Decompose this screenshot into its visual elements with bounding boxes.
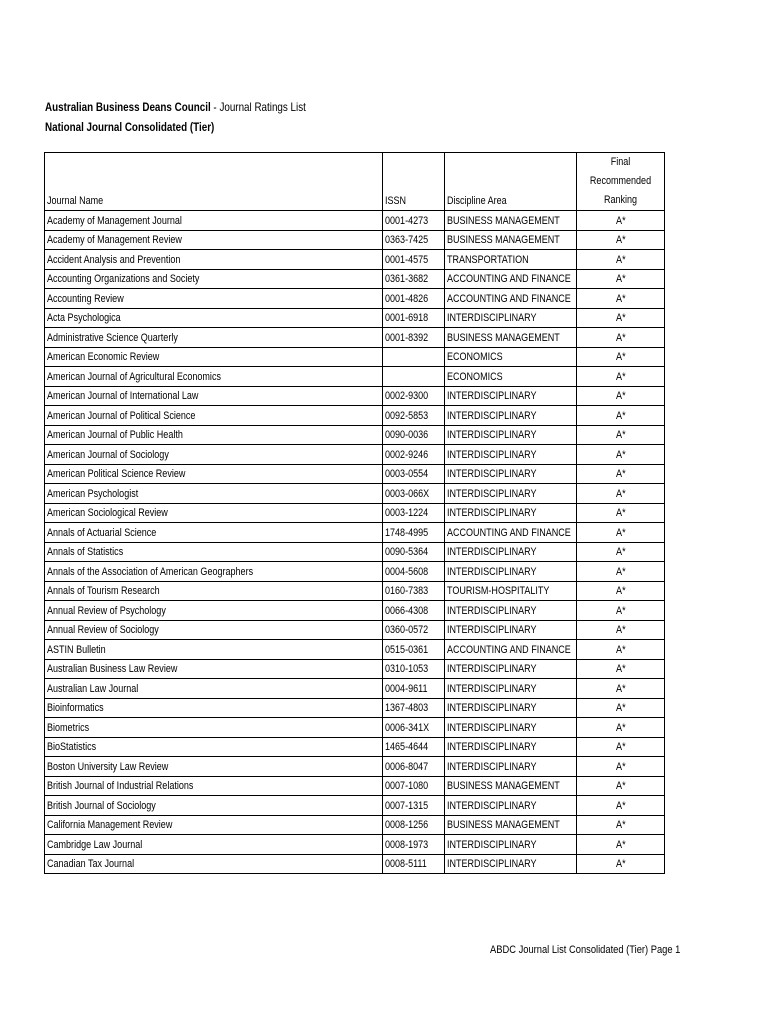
- ranking-cell: A*: [577, 698, 665, 718]
- issn-cell: 0006-341X: [383, 718, 445, 738]
- discipline-area-cell: INTERDISCIPLINARY: [445, 796, 577, 816]
- ranking-cell: A*: [577, 425, 665, 445]
- issn-cell: 0008-5111: [383, 854, 445, 874]
- title-separator: -: [210, 100, 220, 114]
- journal-name-cell: Accounting Organizations and Society: [45, 269, 383, 289]
- journal-name-cell: American Psychologist: [45, 484, 383, 504]
- issn-cell: 0006-8047: [383, 757, 445, 777]
- ranking-cell: A*: [577, 581, 665, 601]
- discipline-area-cell: BUSINESS MANAGEMENT: [445, 815, 577, 835]
- issn-cell: 0003-066X: [383, 484, 445, 504]
- table-row: [45, 386, 665, 406]
- table-body: [45, 211, 665, 874]
- discipline-area-cell: INTERDISCIPLINARY: [445, 562, 577, 582]
- ranking-cell: A*: [577, 328, 665, 348]
- document-title: [45, 97, 306, 117]
- table-row: [45, 406, 665, 426]
- table-row: [45, 620, 665, 640]
- table-row: [45, 445, 665, 465]
- discipline-area-cell: INTERDISCIPLINARY: [445, 542, 577, 562]
- document-header: [45, 97, 363, 137]
- ranking-cell: A*: [577, 484, 665, 504]
- discipline-area-cell: INTERDISCIPLINARY: [445, 601, 577, 621]
- issn-cell: 0092-5853: [383, 406, 445, 426]
- issn-cell: 0002-9246: [383, 445, 445, 465]
- table-row: [45, 659, 665, 679]
- table-row: [45, 367, 665, 387]
- issn-cell: 0160-7383: [383, 581, 445, 601]
- journal-name-cell: American Economic Review: [45, 347, 383, 367]
- journal-name-cell: BioStatistics: [45, 737, 383, 757]
- issn-cell: 1367-4803: [383, 698, 445, 718]
- journal-name-cell: American Journal of Public Health: [45, 425, 383, 445]
- table-row: [45, 308, 665, 328]
- issn-cell: 0003-1224: [383, 503, 445, 523]
- ranking-cell: A*: [577, 230, 665, 250]
- table-row: [45, 503, 665, 523]
- journal-ratings-table: [44, 152, 665, 874]
- issn-cell: 0008-1973: [383, 835, 445, 855]
- issn-cell: 0515-0361: [383, 640, 445, 660]
- table-row: [45, 601, 665, 621]
- discipline-area-cell: INTERDISCIPLINARY: [445, 737, 577, 757]
- ranking-cell: A*: [577, 854, 665, 874]
- ranking-cell: A*: [577, 659, 665, 679]
- issn-cell: 0004-5608: [383, 562, 445, 582]
- discipline-area-cell: ACCOUNTING AND FINANCE: [445, 289, 577, 309]
- table-row: [45, 328, 665, 348]
- table-row: [45, 523, 665, 543]
- ranking-cell: A*: [577, 835, 665, 855]
- journal-name-cell: Biometrics: [45, 718, 383, 738]
- journal-name-cell: Cambridge Law Journal: [45, 835, 383, 855]
- ranking-cell: A*: [577, 269, 665, 289]
- column-header-issn: ISSN: [383, 153, 445, 211]
- issn-cell: 0004-9611: [383, 679, 445, 699]
- discipline-area-cell: INTERDISCIPLINARY: [445, 835, 577, 855]
- ranking-cell: A*: [577, 718, 665, 738]
- discipline-area-cell: INTERDISCIPLINARY: [445, 659, 577, 679]
- table-row: [45, 698, 665, 718]
- issn-cell: 0002-9300: [383, 386, 445, 406]
- column-header-journal-name: Journal Name: [45, 153, 383, 211]
- journal-name-cell: Bioinformatics: [45, 698, 383, 718]
- discipline-area-cell: ACCOUNTING AND FINANCE: [445, 640, 577, 660]
- column-header-final-ranking: Final Recommended Ranking: [577, 153, 665, 211]
- subtitle-text: National Journal Consolidated (Tier): [45, 120, 215, 134]
- ranking-cell: A*: [577, 562, 665, 582]
- ranking-cell: A*: [577, 679, 665, 699]
- table-row: [45, 289, 665, 309]
- ranking-cell: A*: [577, 464, 665, 484]
- issn-cell: 0007-1315: [383, 796, 445, 816]
- journal-name-cell: Annals of the Association of American Geographers: [45, 562, 383, 582]
- discipline-area-cell: BUSINESS MANAGEMENT: [445, 328, 577, 348]
- issn-cell: 0003-0554: [383, 464, 445, 484]
- table-header-row: [45, 153, 665, 211]
- ranking-cell: A*: [577, 796, 665, 816]
- table-row: [45, 854, 665, 874]
- issn-cell: 0001-4575: [383, 250, 445, 270]
- discipline-area-cell: BUSINESS MANAGEMENT: [445, 211, 577, 231]
- journal-name-cell: American Journal of Agricultural Economics: [45, 367, 383, 387]
- issn-cell: 0361-3682: [383, 269, 445, 289]
- column-header-discipline-area: Discipline Area: [445, 153, 577, 211]
- discipline-area-cell: INTERDISCIPLINARY: [445, 854, 577, 874]
- ranking-cell: A*: [577, 523, 665, 543]
- discipline-area-cell: INTERDISCIPLINARY: [445, 308, 577, 328]
- issn-cell: 1748-4995: [383, 523, 445, 543]
- journal-name-cell: Annals of Actuarial Science: [45, 523, 383, 543]
- journal-name-cell: ASTIN Bulletin: [45, 640, 383, 660]
- issn-cell: 0008-1256: [383, 815, 445, 835]
- table-row: [45, 425, 665, 445]
- discipline-area-cell: INTERDISCIPLINARY: [445, 620, 577, 640]
- journal-name-cell: American Sociological Review: [45, 503, 383, 523]
- ranking-cell: A*: [577, 776, 665, 796]
- issn-cell: [383, 367, 445, 387]
- journal-name-cell: Annual Review of Sociology: [45, 620, 383, 640]
- journal-name-cell: Annals of Tourism Research: [45, 581, 383, 601]
- journal-name-cell: Acta Psychologica: [45, 308, 383, 328]
- issn-cell: 0360-0572: [383, 620, 445, 640]
- issn-cell: 0001-4273: [383, 211, 445, 231]
- ranking-cell: A*: [577, 308, 665, 328]
- table-row: [45, 737, 665, 757]
- table-row: [45, 796, 665, 816]
- discipline-area-cell: ECONOMICS: [445, 367, 577, 387]
- ranking-cell: A*: [577, 406, 665, 426]
- table-row: [45, 776, 665, 796]
- org-name: Australian Business Deans Council: [45, 100, 211, 114]
- ranking-cell: A*: [577, 542, 665, 562]
- journal-name-cell: Annals of Statistics: [45, 542, 383, 562]
- ranking-cell: A*: [577, 367, 665, 387]
- discipline-area-cell: INTERDISCIPLINARY: [445, 503, 577, 523]
- journal-name-cell: British Journal of Sociology: [45, 796, 383, 816]
- ranking-cell: A*: [577, 757, 665, 777]
- issn-cell: 0090-0036: [383, 425, 445, 445]
- journal-name-cell: Accounting Review: [45, 289, 383, 309]
- discipline-area-cell: BUSINESS MANAGEMENT: [445, 230, 577, 250]
- issn-cell: 0310-1053: [383, 659, 445, 679]
- discipline-area-cell: INTERDISCIPLINARY: [445, 386, 577, 406]
- list-title: Journal Ratings List: [219, 100, 306, 114]
- journal-name-cell: American Political Science Review: [45, 464, 383, 484]
- table-row: [45, 757, 665, 777]
- discipline-area-cell: BUSINESS MANAGEMENT: [445, 776, 577, 796]
- journal-name-cell: Australian Business Law Review: [45, 659, 383, 679]
- discipline-area-cell: TRANSPORTATION: [445, 250, 577, 270]
- discipline-area-cell: INTERDISCIPLINARY: [445, 464, 577, 484]
- ranking-cell: A*: [577, 503, 665, 523]
- table-row: [45, 250, 665, 270]
- table-row: [45, 640, 665, 660]
- ranking-cell: A*: [577, 815, 665, 835]
- discipline-area-cell: INTERDISCIPLINARY: [445, 698, 577, 718]
- ranking-cell: A*: [577, 386, 665, 406]
- ranking-cell: A*: [577, 601, 665, 621]
- journal-name-cell: Canadian Tax Journal: [45, 854, 383, 874]
- ranking-cell: A*: [577, 250, 665, 270]
- table-row: [45, 347, 665, 367]
- discipline-area-cell: INTERDISCIPLINARY: [445, 425, 577, 445]
- table-row: [45, 562, 665, 582]
- ranking-cell: A*: [577, 640, 665, 660]
- ranking-cell: A*: [577, 347, 665, 367]
- discipline-area-cell: INTERDISCIPLINARY: [445, 484, 577, 504]
- journal-name-cell: Academy of Management Review: [45, 230, 383, 250]
- table-row: [45, 230, 665, 250]
- journal-name-cell: Annual Review of Psychology: [45, 601, 383, 621]
- discipline-area-cell: INTERDISCIPLINARY: [445, 718, 577, 738]
- table-row: [45, 581, 665, 601]
- journal-name-cell: Accident Analysis and Prevention: [45, 250, 383, 270]
- issn-cell: 0001-6918: [383, 308, 445, 328]
- table-row: [45, 679, 665, 699]
- table-row: [45, 464, 665, 484]
- journal-name-cell: American Journal of Sociology: [45, 445, 383, 465]
- ranking-cell: A*: [577, 289, 665, 309]
- journal-name-cell: American Journal of International Law: [45, 386, 383, 406]
- table-row: [45, 269, 665, 289]
- journal-name-cell: Administrative Science Quarterly: [45, 328, 383, 348]
- table-row: [45, 718, 665, 738]
- journal-name-cell: British Journal of Industrial Relations: [45, 776, 383, 796]
- journal-name-cell: Boston University Law Review: [45, 757, 383, 777]
- ranking-cell: A*: [577, 620, 665, 640]
- table-row: [45, 542, 665, 562]
- discipline-area-cell: ACCOUNTING AND FINANCE: [445, 523, 577, 543]
- issn-cell: 0363-7425: [383, 230, 445, 250]
- discipline-area-cell: TOURISM-HOSPITALITY: [445, 581, 577, 601]
- document-subtitle: [45, 117, 306, 137]
- issn-cell: 0001-8392: [383, 328, 445, 348]
- issn-cell: 0090-5364: [383, 542, 445, 562]
- table-row: [45, 484, 665, 504]
- issn-cell: [383, 347, 445, 367]
- journal-name-cell: Academy of Management Journal: [45, 211, 383, 231]
- table-row: [45, 815, 665, 835]
- journal-name-cell: California Management Review: [45, 815, 383, 835]
- issn-cell: 0007-1080: [383, 776, 445, 796]
- issn-cell: 0001-4826: [383, 289, 445, 309]
- discipline-area-cell: INTERDISCIPLINARY: [445, 445, 577, 465]
- issn-cell: 0066-4308: [383, 601, 445, 621]
- discipline-area-cell: INTERDISCIPLINARY: [445, 757, 577, 777]
- ranking-cell: A*: [577, 445, 665, 465]
- discipline-area-cell: INTERDISCIPLINARY: [445, 679, 577, 699]
- ranking-cell: A*: [577, 737, 665, 757]
- ranking-cell: A*: [577, 211, 665, 231]
- discipline-area-cell: INTERDISCIPLINARY: [445, 406, 577, 426]
- table-row: [45, 835, 665, 855]
- table-row: [45, 211, 665, 231]
- page-footer: ABDC Journal List Consolidated (Tier) Page 1: [490, 944, 681, 956]
- journal-name-cell: Australian Law Journal: [45, 679, 383, 699]
- issn-cell: 1465-4644: [383, 737, 445, 757]
- discipline-area-cell: ECONOMICS: [445, 347, 577, 367]
- journal-name-cell: American Journal of Political Science: [45, 406, 383, 426]
- discipline-area-cell: ACCOUNTING AND FINANCE: [445, 269, 577, 289]
